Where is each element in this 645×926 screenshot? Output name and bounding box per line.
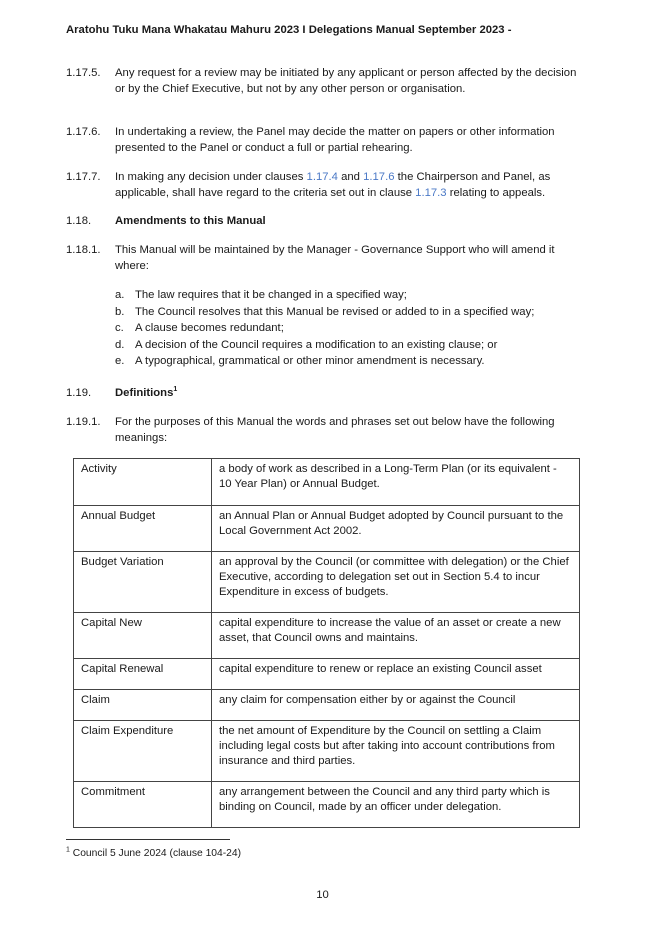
clause-text: For the purposes of this Manual the words and phrases set out below have the following meanings:: [115, 416, 555, 444]
footnote-separator: [66, 839, 230, 840]
definition-meaning: the net amount of Expenditure by the Council on settling a Claim including legal costs but after taking into account contributions from insurance and third parties.: [212, 721, 580, 782]
list-text: The Council resolves that this Manual be revised or added to in a specified way;: [135, 305, 535, 318]
definition-meaning: an Annual Plan or Annual Budget adopted by Council pursuant to the Local Government Act 2002.: [212, 506, 580, 552]
definition-term: Activity: [74, 459, 212, 506]
section-title: [115, 386, 586, 402]
definition-term: Claim Expenditure: [74, 721, 212, 782]
definitions-table: [73, 458, 580, 828]
clause-text: [115, 170, 586, 201]
table-row: [74, 613, 580, 659]
list-item: [115, 353, 585, 370]
clause-1-17-5: [66, 66, 586, 97]
table-row: [74, 721, 580, 782]
section-heading-1-18: [66, 214, 586, 230]
definition-term: Annual Budget: [74, 506, 212, 552]
list-letter: b.: [115, 305, 125, 318]
clause-number: 1.17.5.: [66, 67, 101, 79]
clause-number: 1.17.7.: [66, 171, 101, 183]
list-item: [115, 304, 585, 321]
clause-link-1-17-3[interactable]: 1.17.3: [415, 186, 447, 199]
table-row: [74, 659, 580, 690]
section-number: 1.19.: [66, 387, 92, 399]
list-letter: d.: [115, 338, 125, 351]
footnote-mark: 1: [66, 846, 70, 854]
clause-text: Any request for a review may be initiated by any applicant or person affected by the decision or by the Chief Executive, but not by any other person or organisation.: [115, 67, 577, 95]
clause-number: 1.18.1.: [66, 244, 101, 256]
definition-meaning: capital expenditure to increase the value of an asset or create a new asset, that Council owns and maintains.: [212, 613, 580, 659]
table-row: [74, 506, 580, 552]
list-item: [115, 337, 585, 354]
definition-meaning: an approval by the Council (or committee with delegation) or the Chief Executive, according to delegation set out in Section 5.4 to incur Expenditure in excess of budgets.: [212, 552, 580, 613]
definition-term: Claim: [74, 690, 212, 721]
clause-text: In undertaking a review, the Panel may decide the matter on papers or other information presented to the Panel or conduct a full or partial rehearing.: [115, 126, 555, 154]
section-heading-1-19: [66, 386, 586, 402]
text-segment: the Chairperson and Panel, as applicable, shall have regard to the criteria set out in clause: [115, 171, 551, 199]
section-number: 1.18.: [66, 215, 92, 227]
footnote-text: Council 5 June 2024 (clause 104-24): [69, 848, 242, 859]
footnote: [66, 848, 241, 859]
clause-1-18-1: [66, 243, 586, 274]
list-item: [115, 320, 585, 337]
page-header: Aratohu Tuku Mana Whakatau Mahuru 2023 I Delegations Manual September 2023 -: [66, 24, 512, 36]
definition-meaning: any claim for compensation either by or against the Council: [212, 690, 580, 721]
clause-number: 1.19.1.: [66, 416, 101, 428]
amendment-conditions-list: [115, 287, 585, 370]
definition-meaning: any arrangement between the Council and any third party which is binding on Council, made by an officer under delegation.: [212, 782, 580, 828]
table-row: [74, 552, 580, 613]
section-title-text: Definitions: [115, 387, 174, 399]
list-letter: c.: [115, 322, 124, 334]
clause-1-17-7: [66, 170, 586, 201]
clause-text: This Manual will be maintained by the Manager - Governance Support who will amend it where:: [115, 244, 555, 272]
list-text: The law requires that it be changed in a specified way;: [135, 289, 407, 301]
footnote-reference[interactable]: 1: [173, 386, 178, 394]
list-letter: a.: [115, 289, 125, 301]
list-text: A typographical, grammatical or other minor amendment is necessary.: [135, 355, 485, 367]
definition-term: Commitment: [74, 782, 212, 828]
table-row: [74, 782, 580, 828]
text-segment: and: [337, 171, 364, 183]
table-row: [74, 690, 580, 721]
list-letter: e.: [115, 355, 125, 367]
definition-term: Capital Renewal: [74, 659, 212, 690]
text-segment: relating to appeals.: [446, 186, 546, 199]
list-text: A clause becomes redundant;: [135, 322, 284, 334]
section-title: Amendments to this Manual: [115, 215, 266, 227]
clause-1-17-6: [66, 125, 586, 156]
clause-link-1-17-6[interactable]: 1.17.6: [363, 171, 395, 183]
text-segment: In making any decision under clauses: [115, 171, 307, 183]
clause-1-19-1: [66, 415, 586, 446]
list-item: [115, 287, 585, 304]
definition-term: Budget Variation: [74, 552, 212, 613]
clause-link-1-17-4[interactable]: 1.17.4: [306, 171, 338, 183]
definition-term: Capital New: [74, 613, 212, 659]
clause-number: 1.17.6.: [66, 126, 101, 138]
page-number: 10: [316, 889, 329, 901]
definition-meaning: a body of work as described in a Long-Term Plan (or its equivalent - 10 Year Plan) or Annual Budget.: [212, 459, 580, 506]
definition-meaning: capital expenditure to renew or replace an existing Council asset: [212, 659, 580, 690]
list-text: A decision of the Council requires a modification to an existing clause; or: [135, 338, 498, 351]
table-row: [74, 459, 580, 506]
